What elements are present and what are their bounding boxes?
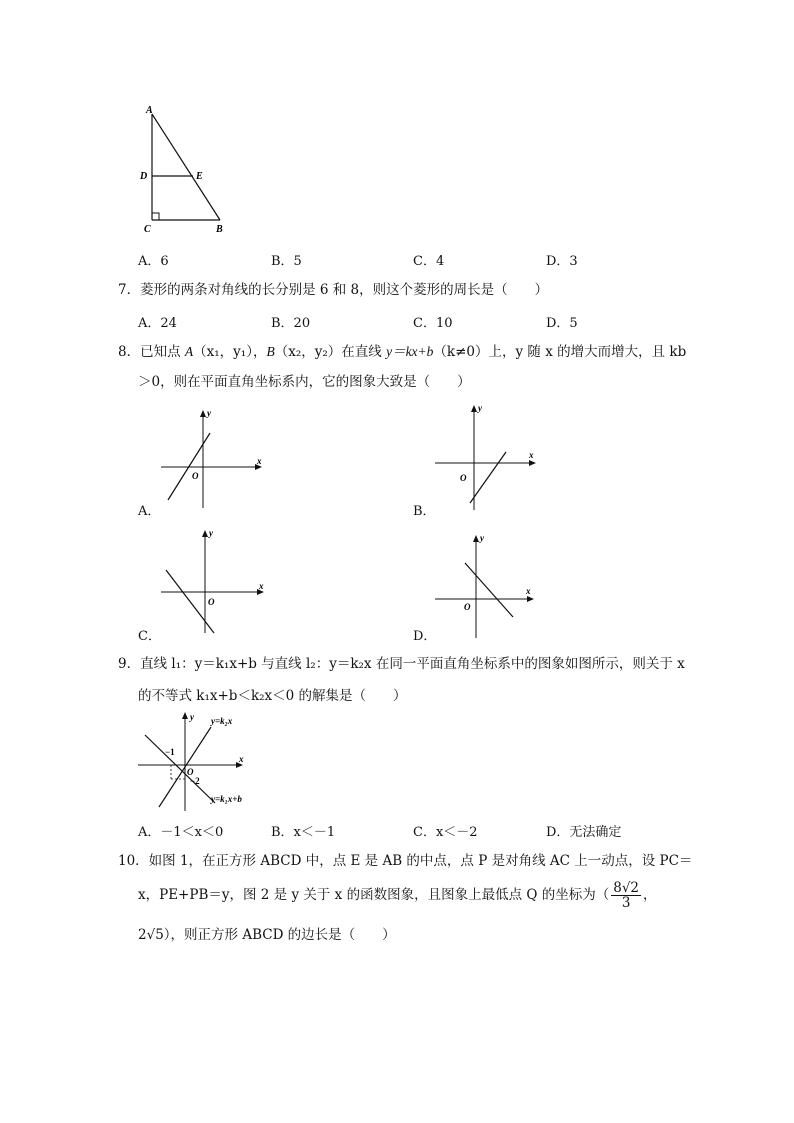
q7-option-c[interactable]: C．10 bbox=[413, 316, 453, 331]
label-D: D bbox=[140, 171, 148, 182]
q8-number: 8． bbox=[118, 344, 141, 360]
q9-l2-label: y=k₂x bbox=[211, 716, 233, 726]
q7-stem: 7．菱形的两条对角线的长分别是 6 和 8，则这个菱形的周长是（ ） bbox=[118, 282, 549, 298]
q6-option-d[interactable]: D．3 bbox=[546, 254, 578, 269]
q10-stem-line2 bbox=[138, 880, 657, 910]
q8b-x: x bbox=[529, 450, 534, 460]
q9-neg2: −2 bbox=[190, 776, 200, 786]
q8-condition: （k≠0）上， bbox=[433, 344, 516, 360]
label-C: C bbox=[144, 224, 151, 235]
q8c-y: y bbox=[209, 528, 213, 538]
q9-x: x bbox=[239, 754, 244, 764]
q6-option-b[interactable]: B．5 bbox=[271, 254, 302, 269]
q9-graph bbox=[135, 707, 265, 813]
q8-condition2: y 随 x 的增大而增大，且 kb bbox=[515, 344, 687, 360]
q7-option-d[interactable]: D．5 bbox=[546, 316, 578, 331]
q8-equation: y＝kx+b bbox=[386, 344, 434, 359]
q8a-x: x bbox=[257, 456, 262, 466]
q9-y: y bbox=[190, 712, 194, 722]
q8-option-b[interactable]: B． bbox=[413, 504, 436, 519]
q10-fraction bbox=[611, 881, 641, 910]
q8c-o: O bbox=[208, 597, 215, 607]
label-A: A bbox=[146, 105, 153, 116]
q9-option-a[interactable]: A．－1＜x＜0 bbox=[138, 825, 224, 840]
q9-stem-line1: 9．直线 l₁：y＝k₁x+b 与直线 l₂：y＝k₂x 在同一平面直角坐标系中的图象如图所示，则关于 x bbox=[118, 656, 685, 672]
q6-option-a[interactable]: A．6 bbox=[138, 254, 169, 269]
q8a-y: y bbox=[207, 408, 211, 418]
q7-option-a[interactable]: A．24 bbox=[138, 316, 177, 331]
q6-option-c[interactable]: C．4 bbox=[413, 254, 445, 269]
q8d-y: y bbox=[480, 533, 484, 543]
q8-graph-c[interactable] bbox=[158, 525, 270, 635]
q8-text-a: 已知点 bbox=[140, 344, 185, 360]
label-E: E bbox=[196, 171, 203, 182]
q9-option-b[interactable]: B．x＜－1 bbox=[271, 825, 336, 840]
q8-point-a: A bbox=[184, 344, 194, 359]
q9-stem-line2: 的不等式 k₁x+b＜k₂x＜0 的解集是（ ） bbox=[138, 688, 407, 704]
q8-b-coords: （x₂，y₂）在直线 bbox=[274, 344, 387, 360]
q8-option-a[interactable]: A． bbox=[138, 504, 161, 519]
q8-stem-line2: ＞0，则在平面直角坐标系内，它的图象大致是（ ） bbox=[138, 374, 471, 390]
q8-stem-line1 bbox=[118, 342, 686, 362]
q9-neg1: −1 bbox=[165, 747, 175, 757]
q10-frac-den: 3 bbox=[621, 895, 631, 911]
q9-option-c[interactable]: C．x＜－2 bbox=[413, 825, 478, 840]
q9-l1-label: y=k₁x+b bbox=[211, 794, 242, 804]
q10-text-b: ， bbox=[643, 887, 657, 903]
q8-option-c[interactable]: C． bbox=[138, 629, 161, 644]
q6-triangle-figure bbox=[130, 100, 240, 238]
q10-frac-num: 8√2 bbox=[613, 880, 640, 896]
q7-option-b[interactable]: B．20 bbox=[271, 316, 311, 331]
q9-o: O bbox=[187, 767, 194, 777]
q8-graph-a[interactable] bbox=[158, 405, 268, 513]
q8c-x: x bbox=[259, 581, 264, 591]
q8d-x: x bbox=[526, 586, 531, 596]
q8d-o: O bbox=[464, 602, 471, 612]
q9-option-d[interactable]: D．无法确定 bbox=[546, 825, 622, 840]
q8-graph-b[interactable] bbox=[432, 400, 542, 512]
label-B: B bbox=[216, 224, 223, 235]
q10-text-a: x，PE+PB＝y，图 2 是 y 关于 x 的函数图象，且图象上最低点 Q 的坐标为（ bbox=[138, 887, 610, 903]
q8b-y: y bbox=[478, 403, 482, 413]
q8-a-coords: （x₁，y₁）， bbox=[193, 344, 267, 360]
q8b-o: O bbox=[460, 473, 467, 483]
q10-stem-line3: 2√5），则正方形 ABCD 的边长是（ ） bbox=[138, 927, 396, 943]
q8a-o: O bbox=[192, 471, 199, 481]
q8-option-d[interactable]: D． bbox=[413, 629, 437, 644]
q8-graph-d[interactable] bbox=[432, 530, 542, 640]
q10-stem-line1: 10．如图 1，在正方形 ABCD 中，点 E 是 AB 的中点，点 P 是对角线 AC 上一动点，设 PC＝ bbox=[118, 853, 693, 869]
q8-point-b: B bbox=[266, 344, 275, 359]
